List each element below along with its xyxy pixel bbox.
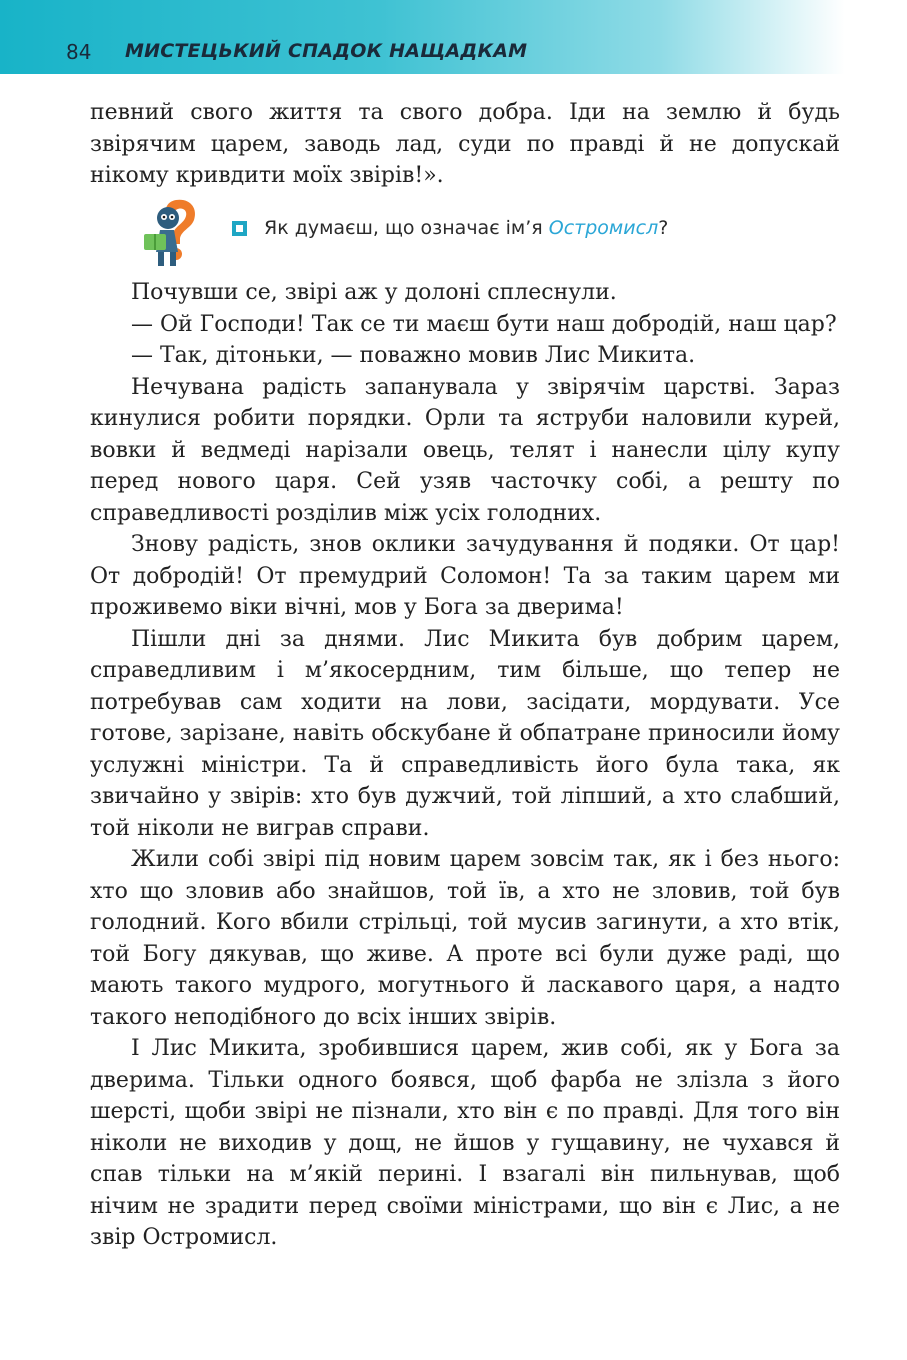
paragraph: Нечувана радість запанувала у звірячім царстві. Зараз кинулися робити порядки. Орли та яструби наловили курей, вовки й ведмеді нарізали овець, телят і нанесли цілу купу перед нового царя. Сей узяв часточку собі, а решту по справедливості розділив між усіх голодних.	[90, 374, 840, 526]
paragraph: Пішли дні за днями. Лис Микита був добрим царем, справедливим і м’якосердним, тим більше, що тепер не потребував сам ходити на лови, засідати, мордувати. Усе готове, зарізане, навіть обскубане й обпатране приносили йому услужні міністри. Та й справедливість його була така, як звичайно у звірів: хто був дужчий, той ліпший, а хто слабший, той ніколи не виграв справи.	[90, 626, 840, 841]
paragraph: Знову радість, знов оклики зачудування й подяки. От цар! От добродій! От премудрий Соломон! Та за таким царем ми проживемо віки вічні, мов у Бога за дверима!	[90, 532, 840, 620]
question-box	[138, 194, 838, 274]
paragraph: І Лис Микита, зробившися царем, жив собі, як у Бога за дверима. Тільки одного боявся, щоб фарба не злізла з його шерсті, щоби звірі не пізнали, хто він є по правді. Для того він ніколи не виходив у дощ, не йшов у гущавину, не чухався й спав тільки на м’якій перині. І взагалі він пильнував, щоб нічим не зрадити перед своїми міністрами, що він є Лис, а не звір Остромисл.	[90, 1036, 840, 1250]
question-suffix: ?	[658, 217, 669, 239]
header-bar	[0, 0, 845, 74]
thinking-mascot-icon	[138, 194, 202, 272]
paragraph: — Ой Господи! Так се ти маєш бути наш добродій, наш цар?	[131, 311, 837, 337]
question-text	[264, 217, 668, 239]
story-text	[90, 277, 840, 1254]
question-prefix: Як думаєш, що означає ім’я	[264, 217, 549, 239]
section-title: МИСТЕЦЬКИЙ СПАДОК НАЩАДКАМ	[125, 40, 528, 62]
question-name: Остромисл	[548, 217, 659, 239]
paragraph: Почувши се, звірі аж у долоні сплеснули.	[131, 280, 617, 305]
page-number: 84	[66, 40, 92, 64]
paragraph-continuation: певний свого життя та свого добра. Іди на землю й будь звірячим царем, заводь лад, суди по правді й не допускай нікому кривдити моїх звірів!».	[90, 100, 840, 188]
paragraph: — Так, дітоньки, — поважно мовив Лис Микита.	[131, 343, 696, 368]
paragraph: Жили собі звірі під новим царем зовсім так, як і без нього: хто що зловив або знайшов, той їв, а хто не зловив, той був голодний. Кого вбили стрільці, той мусив загинути, а хто втік, той Богу дякував, що живе. А проте всі були дуже раді, що мають такого мудрого, могутнього й ласкавого царя, а надто такого неподібного до всіх інших звірів.	[90, 847, 840, 1030]
top-paragraph-block	[90, 97, 840, 192]
square-bullet-icon	[232, 221, 247, 236]
